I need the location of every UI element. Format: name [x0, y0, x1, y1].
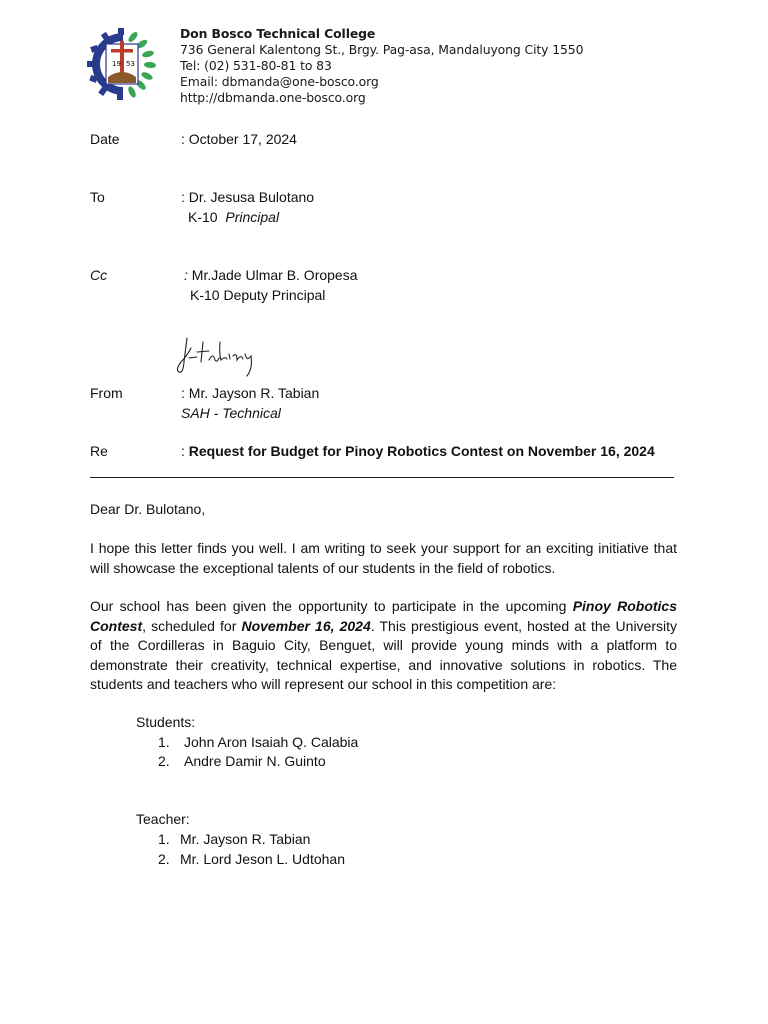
header-divider	[90, 477, 674, 478]
school-name: Don Bosco Technical College	[180, 26, 376, 41]
signature	[173, 332, 263, 380]
contest-date: November 16, 2024	[241, 617, 371, 634]
teacher-name: Mr. Lord Jeson L. Udtohan	[180, 851, 345, 867]
to-position	[188, 208, 279, 228]
contest-name: Pinoy Robotics Contest	[90, 598, 677, 634]
to-name: : Dr. Jesusa Bulotano	[181, 189, 315, 205]
date-value: : October 17, 2024	[181, 131, 297, 147]
school-telephone: Tel: (02) 531-80-81 to 83	[180, 58, 332, 73]
from-name: : Mr. Jayson R. Tabian	[181, 385, 320, 401]
list-item	[158, 733, 358, 753]
svg-text:53: 53	[126, 60, 135, 68]
cc-label: Cc	[90, 267, 108, 283]
re-colon: :	[181, 443, 185, 459]
re-value: Request for Budget for Pinoy Robotics Contest on November 16, 2024	[188, 443, 655, 459]
re-label: Re	[90, 443, 108, 459]
date-label: Date	[90, 131, 120, 147]
cc-name: Mr.Jade Ulmar B. Oropesa	[191, 267, 358, 283]
list-item	[158, 752, 326, 772]
cc-recipient	[184, 266, 358, 286]
paragraph-contest-part-a: Our school has been given the opportunity to participate in the upcoming	[90, 598, 573, 614]
list-item-number: 1.	[158, 831, 170, 847]
school-address: 736 General Kalentong St., Brgy. Pag-asa, Mandaluyong City 1550	[180, 42, 584, 57]
school-website: http://dbmanda.one-bosco.org	[180, 90, 366, 105]
cc-title: K-10 Deputy Principal	[190, 287, 326, 303]
students-heading: Students:	[136, 714, 196, 730]
letterhead	[180, 26, 583, 106]
paragraph-contest	[90, 597, 677, 695]
student-name: Andre Damir N. Guinto	[184, 753, 326, 769]
list-item	[158, 850, 345, 870]
paragraph-contest-part-c: . This prestigious event, hosted at the University of the Cordilleras in Baguio City, Benguet, will provide young minds with a platform to demonstrate their creativity, technical expertise, and innovative solutions in robotics. The students and teachers who will represent our school in this competition are:	[90, 617, 678, 692]
teacher-name: Mr. Jayson R. Tabian	[180, 831, 311, 847]
list-item-number: 2.	[158, 753, 170, 769]
paragraph-contest-part-b: , scheduled for	[142, 617, 242, 634]
list-item-number: 1.	[158, 734, 170, 750]
student-name: John Aron Isaiah Q. Calabia	[184, 734, 359, 750]
list-item-number: 2.	[158, 851, 170, 867]
salutation: Dear Dr. Bulotano,	[90, 501, 206, 517]
school-email: Email: dbmanda@one-bosco.org	[180, 74, 379, 89]
svg-text:19: 19	[112, 60, 121, 68]
from-label: From	[90, 385, 123, 401]
to-level: K-10	[188, 209, 218, 225]
from-title: SAH - Technical	[181, 405, 281, 421]
paragraph-intro: I hope this letter finds you well. I am writing to seek your support for an exciting initiative that will showcase the exceptional talents of our students in the field of robotics.	[90, 540, 677, 576]
list-item	[158, 830, 310, 850]
school-logo	[86, 27, 160, 101]
to-title: Principal	[225, 209, 280, 225]
teachers-heading: Teacher:	[136, 811, 190, 827]
to-label: To	[90, 189, 105, 205]
re-subject	[181, 442, 655, 462]
cc-colon: :	[184, 267, 188, 283]
